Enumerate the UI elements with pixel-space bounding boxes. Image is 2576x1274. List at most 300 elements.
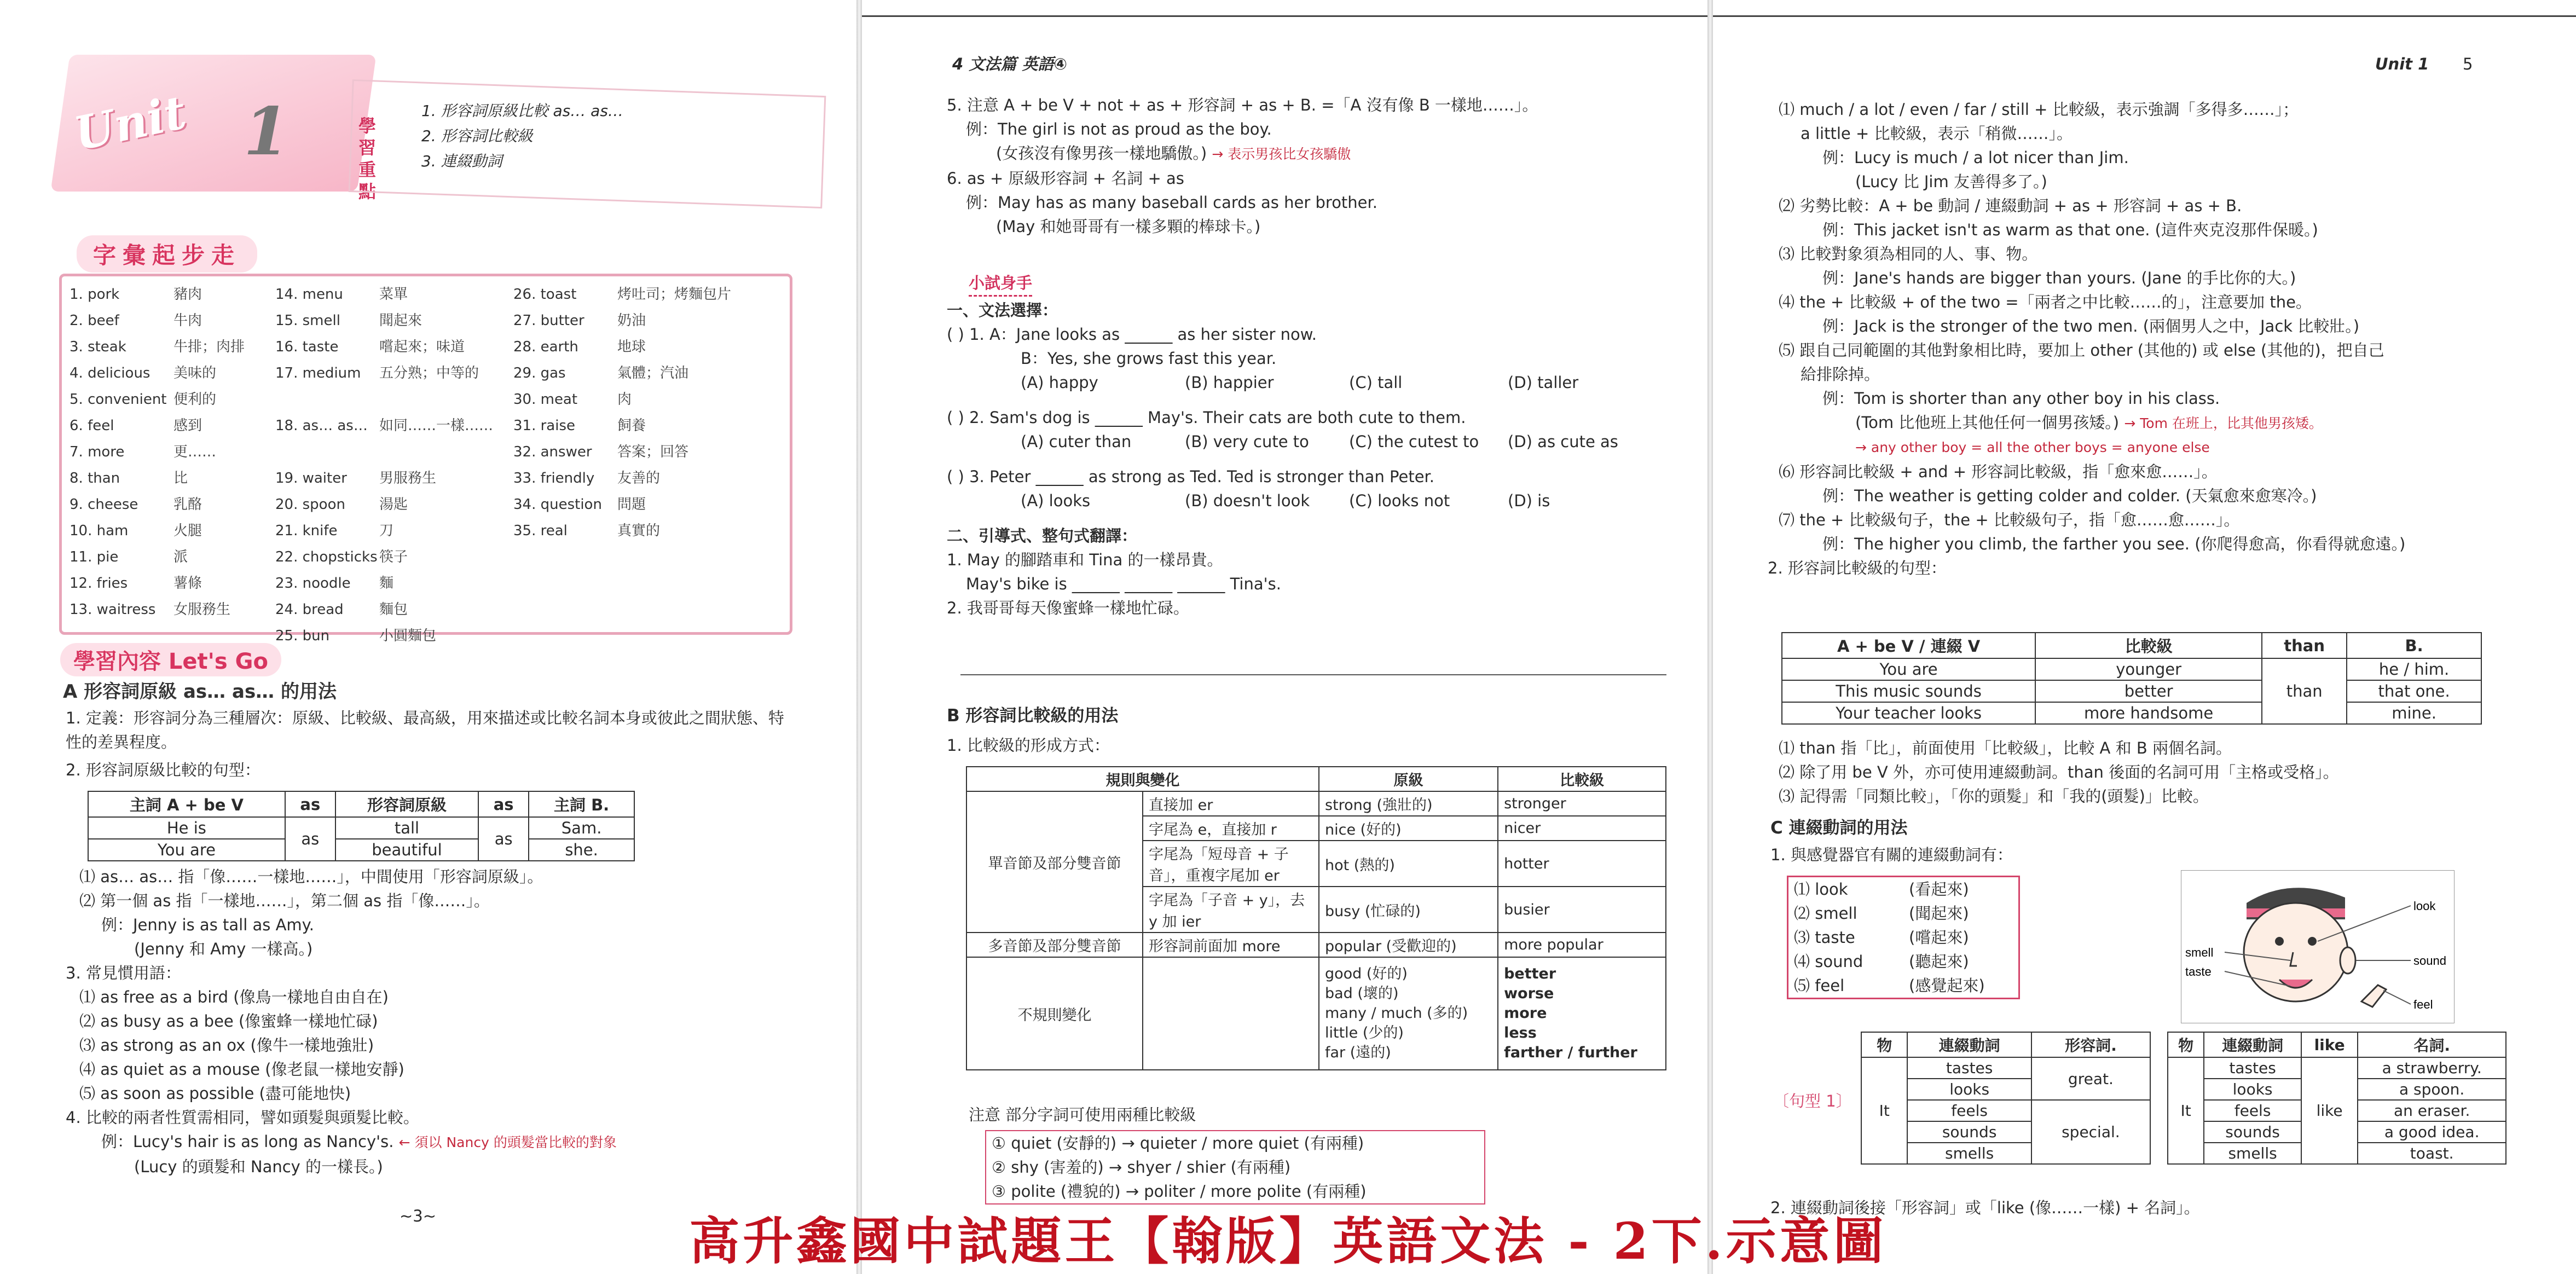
- vocab-meaning: 乳酪: [173, 496, 202, 513]
- body-line: 例：The higher you climb, the farther you see. (你爬得愈高，你看得就愈遠。): [1822, 535, 2406, 553]
- table-cell: he / him.: [2347, 658, 2481, 680]
- page-left: [0, 0, 856, 1274]
- quiz1-title: 一、文法選擇：: [947, 301, 1058, 320]
- vocab-word: 12. fries: [70, 575, 128, 592]
- vocab-meaning: 比: [173, 470, 188, 487]
- sense-meaning: (看起來): [1909, 880, 1969, 899]
- vocab-item: [70, 414, 245, 441]
- body-line: ⑵ 劣勢比較：A + be 動詞 / 連綴動詞 + as + 形容詞 + as + B.: [1779, 196, 2242, 215]
- note-item: ① quiet (安靜的) → quieter / more quiet (有兩種): [992, 1134, 1364, 1153]
- table-cell: feels: [2204, 1100, 2301, 1121]
- unit-number: 1: [244, 93, 290, 170]
- table-cell: 字尾為「短母音 + 子音」，重複字尾加 er: [1143, 841, 1319, 887]
- table-cell: sounds: [2204, 1121, 2301, 1143]
- vocab-item: [513, 519, 731, 546]
- vocab-meaning: 薯條: [173, 575, 202, 592]
- vocab-item: [70, 441, 245, 467]
- vocab-word: 29. gas: [513, 365, 566, 381]
- table-cell: feels: [1907, 1100, 2031, 1121]
- vocab-word: 21. knife: [275, 523, 338, 539]
- focus-box: [349, 79, 826, 209]
- sense-meaning: (聞起來): [1909, 904, 1969, 923]
- table-cell: busier: [1498, 887, 1666, 933]
- vocab-meaning: 問題: [617, 496, 646, 513]
- question-1-options: [947, 370, 1669, 395]
- table-cell: better: [2035, 680, 2262, 702]
- vocab-meaning: 牛肉: [173, 312, 202, 329]
- body-line: ⑸ 跟自己同範圍的其他對象相比時，要加上 other (其他的) 或 else (其他的)，把自己: [1779, 341, 2384, 360]
- table-header: 物: [2168, 1032, 2204, 1057]
- example-translation: (Lucy 的頭髮和 Nancy 的一樣長。): [134, 1157, 383, 1176]
- irregular-comp: better: [1504, 965, 1556, 982]
- body-line: 例：The weather is getting colder and colder. (天氣愈來愈寒冷。): [1822, 487, 2317, 505]
- example-line: 例：The girl is not as proud as the boy.: [966, 120, 1272, 138]
- vocab-meaning: 聞起來: [379, 312, 422, 329]
- vocab-word: 30. meat: [513, 391, 578, 408]
- senses-box: [1787, 876, 2020, 999]
- irregular-base: good (好的): [1325, 965, 1408, 982]
- eye: [2308, 937, 2317, 946]
- vocab-meaning: 嚐起來；味道: [379, 339, 465, 355]
- vocab-word: 16. taste: [275, 339, 339, 355]
- face-label-look: look: [2413, 899, 2436, 913]
- body-line: ⑷ the + 比較級 + of the two =「兩者之中比較……的」，注意要加 the。: [1779, 293, 2312, 311]
- table-header: 連綴動詞: [2204, 1032, 2301, 1057]
- table-cell: [1143, 957, 1319, 1070]
- table-header: 主詞 A + be V: [88, 791, 285, 817]
- vocab-meaning: 飼養: [617, 418, 646, 434]
- vocab-item: [70, 283, 245, 309]
- table-cell: hotter: [1498, 841, 1666, 887]
- vocab-item: [70, 572, 245, 598]
- page-gutter: [1707, 0, 1713, 1274]
- irregular-base: far (遠的): [1325, 1044, 1391, 1061]
- sense-item: [1794, 877, 2013, 901]
- option[interactable]: (D) is: [1508, 491, 1550, 510]
- body-line: (Lucy 比 Jim 友善得多了。): [1855, 172, 2047, 191]
- page-header: 4 文法篇 英語④: [952, 55, 1067, 73]
- vocab-meaning: 派: [173, 549, 188, 565]
- table-header: 物: [1861, 1032, 1907, 1057]
- vocab-meaning: 男服務生: [379, 470, 437, 487]
- translation-1: 1. May 的腳踏車和 Tina 的一樣昂貴。: [947, 551, 1223, 569]
- vocab-word: 20. spoon: [275, 496, 345, 513]
- example-note: ← 須以 Nancy 的頭髮當比較的對象: [398, 1134, 617, 1150]
- vocab-item: [513, 388, 731, 414]
- vocab-meaning: 牛排；肉排: [173, 339, 245, 355]
- idiom-item: ⑴ as free as a bird (像鳥一樣地自由自在): [79, 988, 389, 1006]
- table-header: 名詞.: [2358, 1032, 2506, 1057]
- option[interactable]: (B) doesn't look: [1185, 491, 1310, 510]
- vocab-meaning: 烤吐司；烤麵包片: [617, 286, 732, 303]
- vocab-meaning: 友善的: [617, 470, 661, 487]
- table-cell: 字尾為「子音 + y」，去 y 加 ier: [1143, 887, 1319, 933]
- vocab-item: [275, 624, 493, 651]
- table-cell: tall: [335, 817, 478, 839]
- vocab-item: [275, 598, 493, 624]
- idioms-title: 3. 常見慣用語：: [66, 964, 181, 982]
- table-header: than: [2262, 633, 2347, 658]
- vocab-word: 17. medium: [275, 365, 361, 381]
- vocab-meaning: 更……: [173, 444, 217, 460]
- vocab-item: [70, 598, 245, 624]
- note-line: ⑶ 記得需「同類比較」，「你的頭髮」和「我的(頭髮)」比較。: [1779, 787, 2209, 806]
- question-3: ( ) 3. Peter ______ as strong as Ted. Ted is stronger than Peter.: [947, 467, 1435, 486]
- tableB: [966, 766, 1666, 1070]
- table-group: 單音節及部分雙音節: [966, 791, 1143, 933]
- body-line: 例：Lucy is much / a lot nicer than Jim.: [1822, 148, 2129, 167]
- option[interactable]: (B) very cute to: [1185, 432, 1309, 451]
- table-header: 規則與變化: [966, 767, 1319, 791]
- quiz2-title: 二、引導式、整句式翻譯：: [947, 526, 1138, 545]
- table-cell: You are: [88, 839, 285, 861]
- example-text: 例：Lucy's hair is as long as Nancy's.: [101, 1132, 394, 1151]
- vocab-word: 19. waiter: [275, 470, 347, 487]
- vocab-word: 33. friendly: [513, 470, 595, 487]
- table-header: 連綴動詞: [1907, 1032, 2031, 1057]
- vocab-meaning: 筷子: [379, 549, 408, 565]
- idiom-item: ⑸ as soon as possible (盡可能地快): [79, 1084, 351, 1103]
- irregular-comp: less: [1504, 1024, 1537, 1041]
- table-cell: It: [1861, 1057, 1907, 1164]
- body-line: 例：This jacket isn't as warm as that one. (這件夾克沒那件保暖。): [1822, 221, 2318, 239]
- table-cell: mine.: [2347, 702, 2481, 724]
- vocab-meaning: 感到: [173, 418, 202, 434]
- vocab-meaning: 答案；回答: [617, 444, 689, 460]
- translation-2: 2. 我哥哥每天像蜜蜂一樣地忙碌。: [947, 599, 1189, 617]
- vocab-item: [275, 283, 493, 309]
- question-2: ( ) 2. Sam's dog is ______ May's. Their cats are both cute to them.: [947, 408, 1466, 427]
- table-cell: 字尾為 e，直接加 r: [1143, 816, 1319, 841]
- table-cell: stronger: [1498, 791, 1666, 816]
- vocab-word: 25. bun: [275, 628, 330, 644]
- table-cell: as: [285, 817, 335, 861]
- table-group: 不規則變化: [966, 957, 1143, 1070]
- page-number: ~3~: [400, 1207, 437, 1225]
- table-cell: 直接加 er: [1143, 791, 1319, 816]
- option[interactable]: (C) looks not: [1349, 491, 1450, 510]
- page3-body: [1768, 97, 2556, 580]
- sectionA-pattern-label: 2. 形容詞原級比較的句型：: [66, 761, 261, 779]
- sectionA-definition: 1. 定義：形容詞分為三種層次：原級、比較級、最高級，用來描述或比較名詞本身或彼此之間狀態、特性的差異程度。: [66, 709, 784, 751]
- option[interactable]: (A) looks: [1021, 491, 1091, 510]
- table-cell: toast.: [2358, 1143, 2506, 1164]
- sense-verb: ⑶ taste: [1794, 928, 1855, 947]
- vocab-item: [513, 283, 731, 309]
- vocab-item: [275, 519, 493, 546]
- table-header: B.: [2347, 633, 2481, 658]
- table-cell: a good idea.: [2358, 1121, 2506, 1143]
- vocab-word: 4. delicious: [70, 365, 150, 381]
- translation-text: (Tom 比他班上其他任何一個男孩矮。): [1855, 413, 2120, 432]
- header-rule: [1713, 15, 2576, 17]
- note-line: ⑵ 第一個 as 指「一樣地……」，第二個 as 指「像……」。: [79, 891, 490, 910]
- vocab-column: [513, 283, 731, 546]
- header-page: 5: [2463, 55, 2473, 73]
- face-label-smell: smell: [2185, 946, 2214, 959]
- vocab-word: 7. more: [70, 444, 125, 460]
- sectionC-subtitle: 1. 與感覺器官有關的連綴動詞有：: [1770, 846, 2013, 864]
- table-header: as: [285, 791, 335, 817]
- vocab-meaning: 豬肉: [173, 286, 202, 303]
- table-cell: smells: [2204, 1143, 2301, 1164]
- table-cell: beautiful: [335, 839, 478, 861]
- focus-item: 1. 形容詞原級比較 as… as…: [421, 102, 623, 120]
- vocab-meaning: 麵包: [379, 601, 408, 618]
- tableE: [2167, 1032, 2506, 1165]
- option[interactable]: (A) happy: [1021, 373, 1098, 392]
- question-3-options: [947, 489, 1669, 513]
- example-line: 例：May has as many baseball cards as her brother.: [966, 193, 1378, 212]
- vocab-item: [513, 362, 731, 388]
- vocab-meaning: 地球: [617, 339, 646, 355]
- table-cell: It: [2168, 1057, 2204, 1164]
- vocab-item: [275, 388, 493, 414]
- idiom-item: ⑷ as quiet as a mouse (像老鼠一樣地安靜): [79, 1060, 404, 1079]
- body-line: → any other boy = all the other boys = anyone else: [1855, 439, 2210, 455]
- vocab-item: [275, 467, 493, 493]
- table-cell: a spoon.: [2358, 1079, 2506, 1100]
- lets-go-title: 學習內容 Let's Go: [60, 643, 281, 676]
- table-cell: strong (強壯的): [1319, 791, 1498, 816]
- vocab-meaning: 菜單: [379, 286, 408, 303]
- vocab-meaning: 便利的: [173, 391, 217, 408]
- irregular-base-cell: [1319, 957, 1498, 1070]
- quiz-section: [947, 298, 1669, 620]
- focus-item: 2. 形容詞比較級: [421, 127, 533, 145]
- sense-verb: ⑵ smell: [1794, 904, 1857, 923]
- note-item: ③ polite (禮貌的) → politer / more polite (有兩種): [992, 1182, 1367, 1201]
- option[interactable]: (C) the cutest to: [1349, 432, 1479, 451]
- tableC: [1781, 632, 2482, 725]
- sense-item: [1794, 901, 2013, 925]
- sectionC-item2: 2. 連綴動詞後接「形容詞」或「like (像……一樣) + 名詞」。: [1770, 1198, 2200, 1217]
- idiom-item: ⑶ as strong as an ox (像牛一樣地強壯): [79, 1036, 374, 1055]
- vocab-item: [513, 335, 731, 362]
- table-header: 比較級: [2035, 633, 2262, 658]
- irregular-comp-cell: [1498, 957, 1666, 1070]
- page-middle: [862, 0, 1707, 1274]
- vocab-word: 2. beef: [70, 312, 119, 329]
- sense-item: [1794, 925, 2013, 949]
- vocab-item: [70, 519, 245, 546]
- note5-block: [947, 93, 1538, 239]
- table-cell: 形容詞前面加 more: [1143, 933, 1319, 957]
- vocab-column: [275, 283, 493, 651]
- sense-meaning: (感覺起來): [1909, 976, 1985, 995]
- vocab-word: 18. as… as…: [275, 418, 368, 434]
- unit-label: Unit: [69, 84, 191, 161]
- option[interactable]: (B) happier: [1185, 373, 1274, 392]
- irregular-base: little (少的): [1325, 1024, 1404, 1041]
- translation-text: (女孩沒有像男孩一樣地驕傲。): [996, 144, 1207, 163]
- focus-item: 3. 連綴動詞: [421, 152, 502, 170]
- translation-1-en: May's bike is ______ ______ ______ Tina's.: [966, 575, 1281, 593]
- sectionC-title: C 連綴動詞的用法: [1770, 818, 1908, 838]
- vocab-meaning: 麵: [379, 575, 394, 592]
- vocab-item: [513, 441, 731, 467]
- vocab-word: 28. earth: [513, 339, 578, 355]
- quiz-title: 小試身手: [969, 271, 1032, 297]
- page-gutter: [856, 0, 862, 1274]
- vocab-item: [513, 493, 731, 519]
- table-cell: smells: [1907, 1143, 2031, 1164]
- sense-meaning: (聽起來): [1909, 952, 1969, 971]
- body-line: a little + 比較級，表示「稍微……」。: [1801, 124, 2073, 143]
- table-cell: that one.: [2347, 680, 2481, 702]
- bottom-note-box: [985, 1130, 1485, 1204]
- question-1-b: B：Yes, she grows fast this year.: [1021, 349, 1277, 368]
- note6: 6. as + 原級形容詞 + 名詞 + as: [947, 169, 1184, 188]
- vocab-box: [59, 274, 792, 644]
- example-translation: (Jenny 和 Amy 一樣高。): [134, 940, 313, 958]
- vocab-meaning: 肉: [617, 391, 632, 408]
- translation-note: → Tom 在班上，比其他男孩矮。: [2124, 415, 2323, 431]
- vocab-meaning: 小圓麵包: [379, 628, 437, 644]
- table-header: 形容詞.: [2031, 1032, 2150, 1057]
- note-line: ⑴ than 指「比」，前面使用「比較級」，比較 A 和 B 兩個名詞。: [1779, 739, 2232, 757]
- body-line: 2. 形容詞比較級的句型：: [1768, 559, 1947, 577]
- vocab-item: [513, 414, 731, 441]
- vocab-meaning: 刀: [379, 523, 394, 539]
- vocab-meaning: 湯匙: [379, 496, 408, 513]
- body-line: [1779, 410, 2556, 436]
- option[interactable]: (D) as cute as: [1508, 432, 1618, 451]
- note-item: ② shy (害羞的) → shyer / shier (有兩種): [992, 1158, 1291, 1177]
- vocab-item: [275, 493, 493, 519]
- vocab-item: [275, 335, 493, 362]
- vocab-meaning: 真實的: [617, 523, 661, 539]
- example-translation: [947, 141, 1538, 166]
- table-cell: special.: [2031, 1100, 2150, 1164]
- table-cell: than: [2262, 658, 2347, 724]
- body-line: ⑹ 形容詞比較級 + and + 形容詞比較級，指「愈來愈……」。: [1779, 462, 2218, 481]
- table-cell: an eraser.: [2358, 1100, 2506, 1121]
- sectionB-title: B 形容詞比較級的用法: [947, 706, 1119, 726]
- vocab-word: 5. convenient: [70, 391, 167, 408]
- table-cell: great.: [2031, 1057, 2150, 1100]
- vocab-item: [70, 493, 245, 519]
- table-cell: He is: [88, 817, 285, 839]
- vocab-word: 32. answer: [513, 444, 592, 460]
- option[interactable]: (A) cuter than: [1021, 432, 1132, 451]
- vocab-item: [70, 388, 245, 414]
- vocab-word: 14. menu: [275, 286, 343, 303]
- tableA: [88, 791, 635, 861]
- table-cell: looks: [2204, 1079, 2301, 1100]
- table-header: A + be V / 連綴 V: [1782, 633, 2035, 658]
- irregular-comp: worse: [1504, 985, 1554, 1002]
- vocab-item: [70, 546, 245, 572]
- table-cell: as: [478, 817, 529, 861]
- irregular-comp: more: [1504, 1005, 1547, 1022]
- vocab-meaning: 如同……一樣……: [379, 418, 494, 434]
- vocab-word: 9. cheese: [70, 496, 138, 513]
- table-cell: popular (受歡迎的): [1319, 933, 1498, 957]
- vocab-word: 15. smell: [275, 312, 340, 329]
- body-line: ⑶ 比較對象須為相同的人、事、物。: [1779, 245, 2038, 263]
- vocab-item: [70, 362, 245, 388]
- vocab-word: 31. raise: [513, 418, 576, 434]
- pattern-1-label: 〔句型 1〕: [1773, 1092, 1852, 1110]
- body-line: 例：Tom is shorter than any other boy in his class.: [1822, 389, 2220, 408]
- table-cell: nicer: [1498, 816, 1666, 841]
- table-cell: busy (忙碌的): [1319, 887, 1498, 933]
- page-right: [1713, 0, 2576, 1274]
- table-cell: hot (熱的): [1319, 841, 1498, 887]
- idiom-item: ⑵ as busy as a bee (像蜜蜂一樣地忙碌): [79, 1012, 378, 1030]
- vocab-item: [513, 309, 731, 335]
- table-header: 比較級: [1498, 767, 1666, 791]
- body-line: ⑴ much / a lot / even / far / still + 比較級，表示強調「多得多……」；: [1779, 100, 2299, 119]
- example-translation: (May 和她哥哥有一樣多顆的棒球卡。): [996, 217, 1261, 236]
- body-line: 例：Jane's hands are bigger than yours. (Jane 的手比你的大。): [1822, 269, 2296, 287]
- table-header: 主詞 B.: [529, 791, 634, 817]
- table-cell: nice (好的): [1319, 816, 1498, 841]
- ear: [2340, 947, 2355, 974]
- sense-meaning: (嚐起來): [1909, 928, 1969, 947]
- table-header: as: [478, 791, 529, 817]
- sectionA-notes: [66, 865, 617, 1179]
- table-header: 形容詞原級: [335, 791, 478, 817]
- table-group: 多音節及部分雙音節: [966, 933, 1143, 957]
- table-cell: tastes: [2204, 1057, 2301, 1079]
- vocab-meaning: 火腿: [173, 523, 202, 539]
- option[interactable]: (C) tall: [1349, 373, 1403, 392]
- example-line: [79, 1130, 617, 1155]
- option[interactable]: (D) taller: [1508, 373, 1579, 392]
- vocab-item: [513, 467, 731, 493]
- vocab-word: 11. pie: [70, 549, 119, 565]
- table-cell: a strawberry.: [2358, 1057, 2506, 1079]
- vocab-word: 10. ham: [70, 523, 129, 539]
- table-cell: looks: [1907, 1079, 2031, 1100]
- vocab-item: [70, 335, 245, 362]
- tableD: [1861, 1032, 2151, 1165]
- vocab-meaning: 奶油: [617, 312, 646, 329]
- vocab-word: 35. real: [513, 523, 568, 539]
- header-unit: Unit 1: [2375, 55, 2429, 73]
- example-line: 例：Jenny is as tall as Amy.: [101, 916, 314, 934]
- table-cell: sounds: [1907, 1121, 2031, 1143]
- body-line: 給排除掉。: [1801, 365, 1880, 384]
- note5: 5. 注意 A + be V + not + as + 形容詞 + as + B. =「A 沒有像 B 一樣地……」。: [947, 96, 1538, 114]
- vocab-word: 24. bread: [275, 601, 344, 618]
- sense-verb: ⑸ feel: [1794, 976, 1845, 995]
- vocab-item: [275, 572, 493, 598]
- vocab-word: 34. question: [513, 496, 602, 513]
- vocab-column: [70, 283, 245, 624]
- bottom-note-title: 注意 部分字詞可使用兩種比較級: [969, 1105, 1196, 1124]
- banner-title: 高升鑫國中試題王【翰版】英語文法 - 2下.示意圖: [689, 1212, 1887, 1271]
- irregular-base: bad (壞的): [1325, 985, 1399, 1002]
- face-label-sound: sound: [2413, 954, 2446, 968]
- table-cell: she.: [529, 839, 634, 861]
- sense-verb: ⑷ sound: [1794, 952, 1863, 971]
- eye: [2275, 937, 2284, 946]
- vocab-word: 8. than: [70, 470, 120, 487]
- table-cell: This music sounds: [1782, 680, 2035, 702]
- sectionA-title: A 形容詞原級 as… as… 的用法: [63, 681, 337, 703]
- table-cell: more popular: [1498, 933, 1666, 957]
- table-header: like: [2301, 1032, 2358, 1057]
- irregular-comp: farther / further: [1504, 1044, 1637, 1061]
- vocab-word: 13. waitress: [70, 601, 156, 618]
- face-label-taste: taste: [2185, 965, 2212, 978]
- vocab-title: 字彙起步走: [77, 235, 257, 273]
- face-illustration: [2181, 870, 2455, 1023]
- vocab-item: [275, 414, 493, 441]
